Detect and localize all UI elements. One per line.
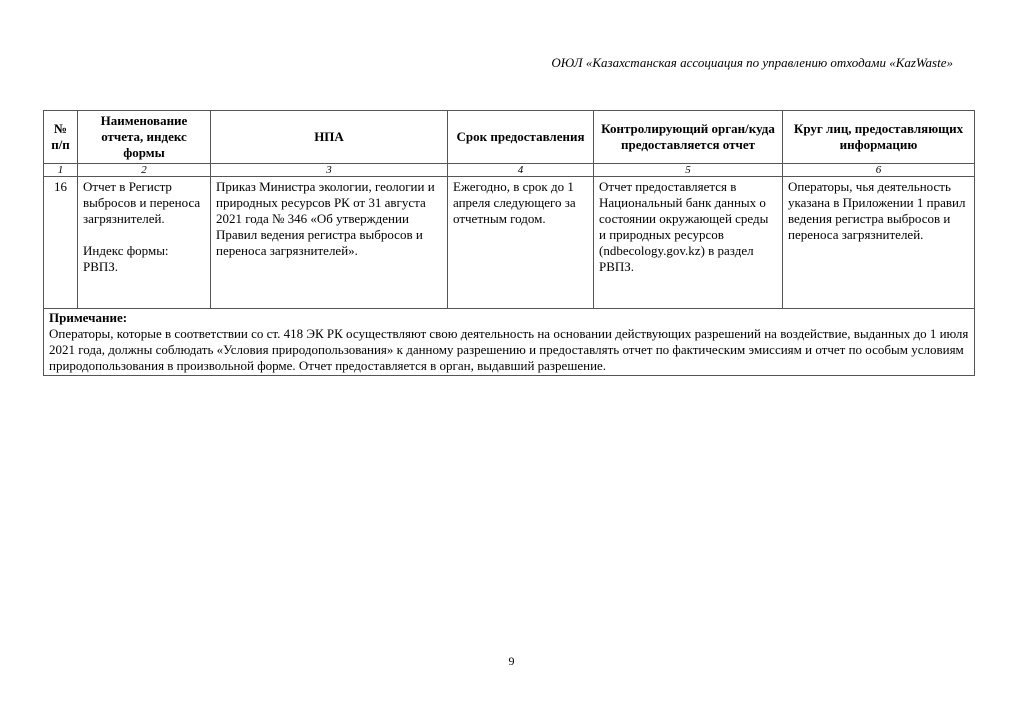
row-number: 16 [44, 177, 78, 309]
column-number: 6 [783, 164, 975, 177]
column-number: 2 [78, 164, 211, 177]
column-number: 3 [211, 164, 448, 177]
header-respondents: Круг лиц, предоставляющих информацию [783, 111, 975, 164]
deadline-cell: Ежегодно, в срок до 1 апреля следующего за отчетным годом. [448, 177, 594, 309]
header-deadline: Срок предоставления [448, 111, 594, 164]
report-table [43, 110, 975, 376]
table-header-row [44, 111, 975, 164]
organization-header: ОЮЛ «Казахстанская ассоциация по управлению отходами «KazWaste» [551, 55, 953, 70]
table-row [44, 177, 975, 309]
authority-cell: Отчет предоставляется в Национальный банк данных о состоянии окружающей среды и природных ресурсов (ndbecology.gov.kz) в раздел РВПЗ. [594, 177, 783, 309]
report-name-cell [78, 177, 211, 309]
header-report-name: Наименование отчета, индекс формы [78, 111, 211, 164]
column-number-row [44, 164, 975, 177]
respondents-cell: Операторы, чья деятельность указана в Приложении 1 правил ведения регистра выбросов и переноса загрязнителей. [783, 177, 975, 309]
column-number: 4 [448, 164, 594, 177]
header-authority: Контролирующий орган/куда предоставляется отчет [594, 111, 783, 164]
column-number: 5 [594, 164, 783, 177]
note-cell [44, 309, 975, 376]
header-npa: НПА [211, 111, 448, 164]
column-number: 1 [44, 164, 78, 177]
note-label: Примечание: [49, 310, 128, 325]
npa-cell: Приказ Министра экологии, геологии и природных ресурсов РК от 31 августа 2021 года № 346 «Об утверждении Правил ведения регистра выбросов и переноса загрязнителей». [211, 177, 448, 309]
note-text: Операторы, которые в соответствии со ст. 418 ЭК РК осуществляют свою деятельность на основании действующих разрешений на воздействие, выданных до 1 июля 2021 года, должны соблюдать «Условия природопользования» к данному разрешению и предоставлять отчет по фактическим эмиссиям и отчет по особым условиям природопользования в произвольной форме. Отчет предоставляется в орган, выдавший разрешение. [49, 326, 969, 373]
header-number: № п/п [44, 111, 78, 164]
page-number: 9 [508, 654, 515, 668]
form-index: Индекс формы: РВПЗ. [83, 243, 169, 274]
note-row [44, 309, 975, 376]
report-name: Отчет в Регистр выбросов и переноса загрязнителей. [83, 179, 201, 226]
